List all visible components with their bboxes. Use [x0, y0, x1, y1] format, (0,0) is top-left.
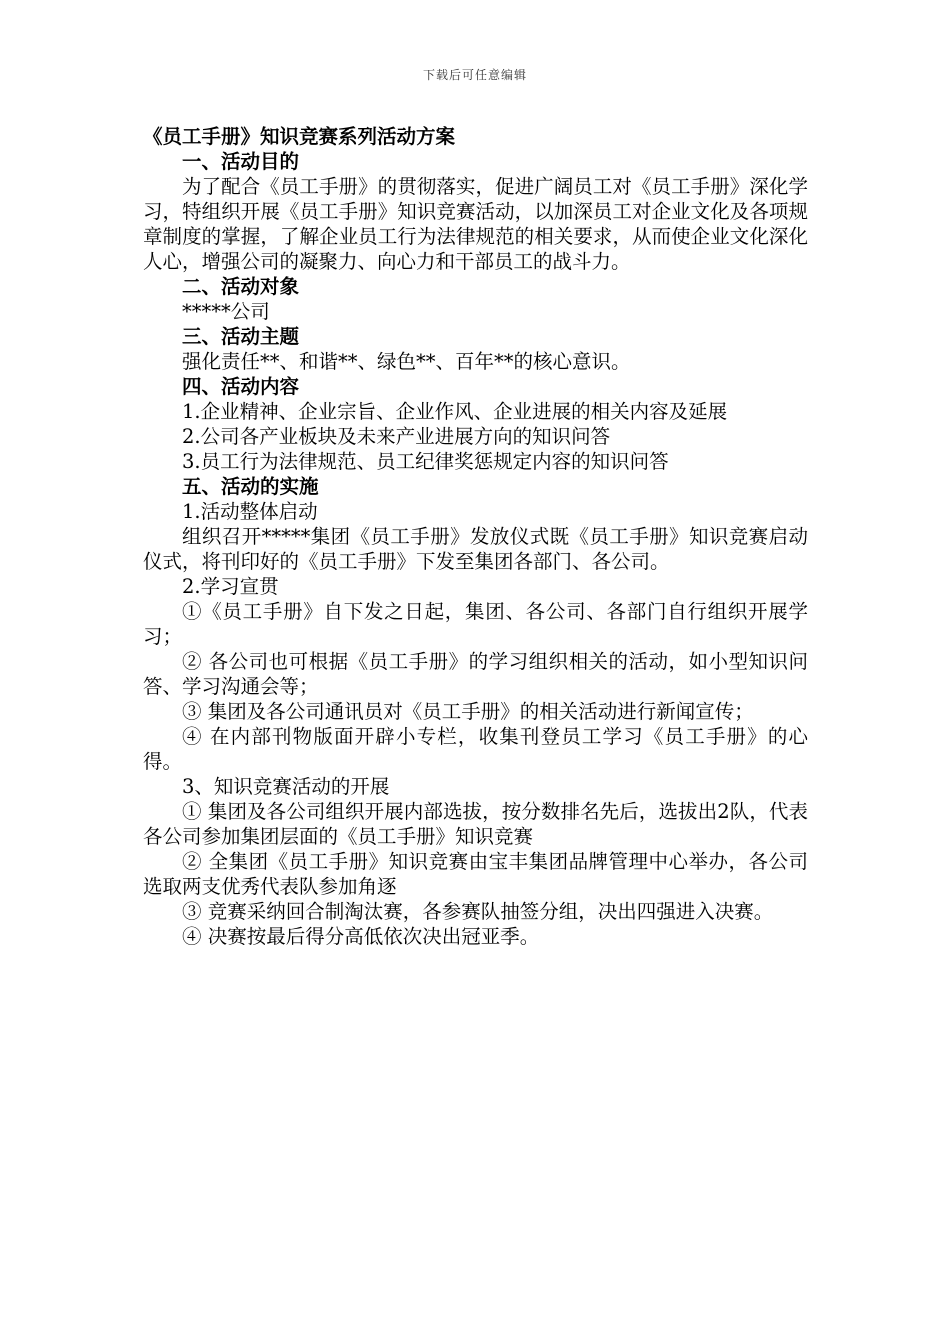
subsection-paragraph: 组织召开*****集团《员工手册》发放仪式既《员工手册》知识竞赛启动仪式，将刊印好的《员工手册》下发至集团各部门、各公司。	[143, 525, 808, 573]
subsection-heading: 2.学习宣贯	[182, 575, 279, 598]
section-heading-theme: 三、活动主题	[182, 325, 300, 348]
section-heading-target: 二、活动对象	[182, 275, 300, 298]
list-item: ② 全集团《员工手册》知识竞赛由宝丰集团品牌管理中心举办，各公司选取两支优秀代表队参加角逐	[143, 850, 808, 898]
list-item: ①《员工手册》自下发之日起，集团、各公司、各部门自行组织开展学习；	[143, 600, 808, 648]
content-item: 3.员工行为法律规范、员工纪律奖惩规定内容的知识问答	[182, 450, 669, 473]
content-item: 1.企业精神、企业宗旨、企业作风、企业进展的相关内容及延展	[182, 400, 728, 423]
section-paragraph-target: *****公司	[182, 300, 270, 323]
document-body	[143, 124, 808, 949]
list-item: ④ 决赛按最后得分高低依次决出冠亚季。	[182, 925, 540, 948]
list-item: ④ 在内部刊物版面开辟小专栏，收集刊登员工学习《员工手册》的心得。	[143, 725, 808, 773]
section-paragraph-theme: 强化责任**、和谐**、绿色**、百年**的核心意识。	[182, 350, 631, 373]
list-item: ③ 集团及各公司通讯员对《员工手册》的相关活动进行新闻宣传；	[182, 700, 754, 723]
content-item: 2.公司各产业板块及未来产业进展方向的知识问答	[182, 425, 611, 448]
list-item: ① 集团及各公司组织开展内部选拔，按分数排名先后，选拔出2队，代表各公司参加集团层面的《员工手册》知识竞赛	[143, 800, 808, 848]
document-title: 《员工手册》知识竞赛系列活动方案	[143, 125, 456, 148]
list-item: ② 各公司也可根据《员工手册》的学习组织相关的活动，如小型知识问答、学习沟通会等；	[143, 650, 808, 698]
subsection-heading: 3、知识竞赛活动的开展	[182, 775, 390, 798]
subsection-heading: 1.活动整体启动	[182, 500, 318, 523]
page-header-note: 下载后可任意编辑	[422, 68, 527, 82]
section-paragraph-purpose: 为了配合《员工手册》的贯彻落实，促进广阔员工对《员工手册》深化学习，特组织开展《员工手册》知识竞赛活动，以加深员工对企业文化及各项规章制度的掌握，了解企业员工行为法律规范的相关要求，从而使企业文化深化人心，增强公司的凝聚力、向心力和干部员工的战斗力。	[143, 175, 808, 273]
section-heading-purpose: 一、活动目的	[182, 150, 300, 173]
list-item: ③ 竞赛采纳回合制淘汰赛，各参赛队抽签分组，决出四强进入决赛。	[182, 900, 774, 923]
section-heading-content: 四、活动内容	[182, 375, 300, 398]
section-heading-implementation: 五、活动的实施	[182, 475, 319, 498]
